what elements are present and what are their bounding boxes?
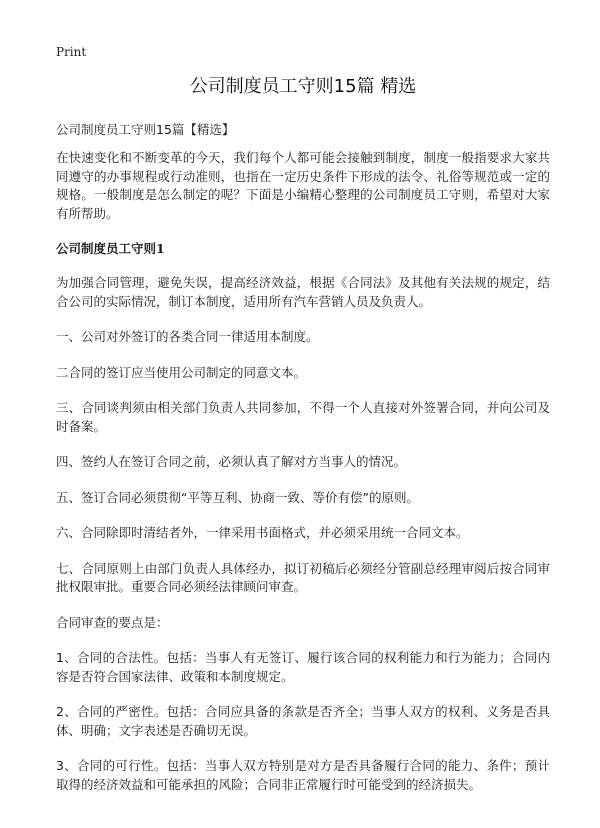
intro-paragraph: 在快速变化和不断变革的今天，我们每个人都可能会接触到制度，制度一般指要求大家共同遵守的办事规程或行动准则，也指在一定历史条件下形成的法令、礼俗等规范或一定的规格。一般制度是怎么制定的呢？下面是小编精心整理的公司制度员工守则，希望对大家有所帮助。 <box>56 150 550 221</box>
paragraph-review-feasibility: 3、合同的可行性。包括：当事人双方特别是对方是否具备履行合同的能力、条件；预计取得的经济效益和可能承担的风险；合同非正常履行时可能受到的经济损失。 <box>56 758 550 792</box>
paragraph-review-rigor: 2、合同的严密性。包括：合同应具备的条款是否齐全；当事人双方的权利、义务是否具体、明确；文字表述是否确切无误。 <box>56 704 550 738</box>
document-title: 公司制度员工守则15篇 精选 <box>189 76 417 97</box>
paragraph-review-points: 合同审查的要点是： <box>56 614 169 630</box>
paragraph-rule-6: 六、合同除即时清结者外，一律采用书面格式，并必须采用统一合同文本。 <box>56 525 469 540</box>
section-heading: 公司制度员工守则1 <box>56 241 165 256</box>
paragraph-purpose: 为加强合同管理，避免失误，提高经济效益，根据《合同法》及其他有关法规的规定，结合公司的实际情况，制订本制度，适用所有汽车营销人员及负责人。 <box>56 275 550 309</box>
paragraph-rule-7: 七、合同原则上由部门负责人具体经办，拟订初稿后必须经分管副总经理审阅后按合同审批权限审批。重要合同必须经法律顾问审查。 <box>56 560 550 594</box>
paragraph-rule-4: 四、签约人在签订合同之前，必须认真了解对方当事人的情况。 <box>56 454 407 469</box>
paragraph-review-legality: 1、合同的合法性。包括：当事人有无签订、履行该合同的权利能力和行为能力；合同内容是否符合国家法律、政策和本制度规定。 <box>56 650 550 684</box>
document-subtitle: 公司制度员工守则15篇【精选】 <box>56 122 235 137</box>
paragraph-rule-3: 三、合同谈判须由相关部门负责人共同参加，不得一个人直接对外签署合同，并向公司及时备案。 <box>56 400 550 434</box>
paragraph-rule-1: 一、公司对外签订的各类合同一律适用本制度。 <box>56 329 319 344</box>
print-label: Print <box>56 45 87 59</box>
paragraph-rule-2: 二合同的签订应当使用公司制定的同意文本。 <box>56 364 307 380</box>
paragraph-rule-5: 五、签订合同必须贯彻“平等互利、协商一致、等价有偿”的原则。 <box>56 489 419 505</box>
